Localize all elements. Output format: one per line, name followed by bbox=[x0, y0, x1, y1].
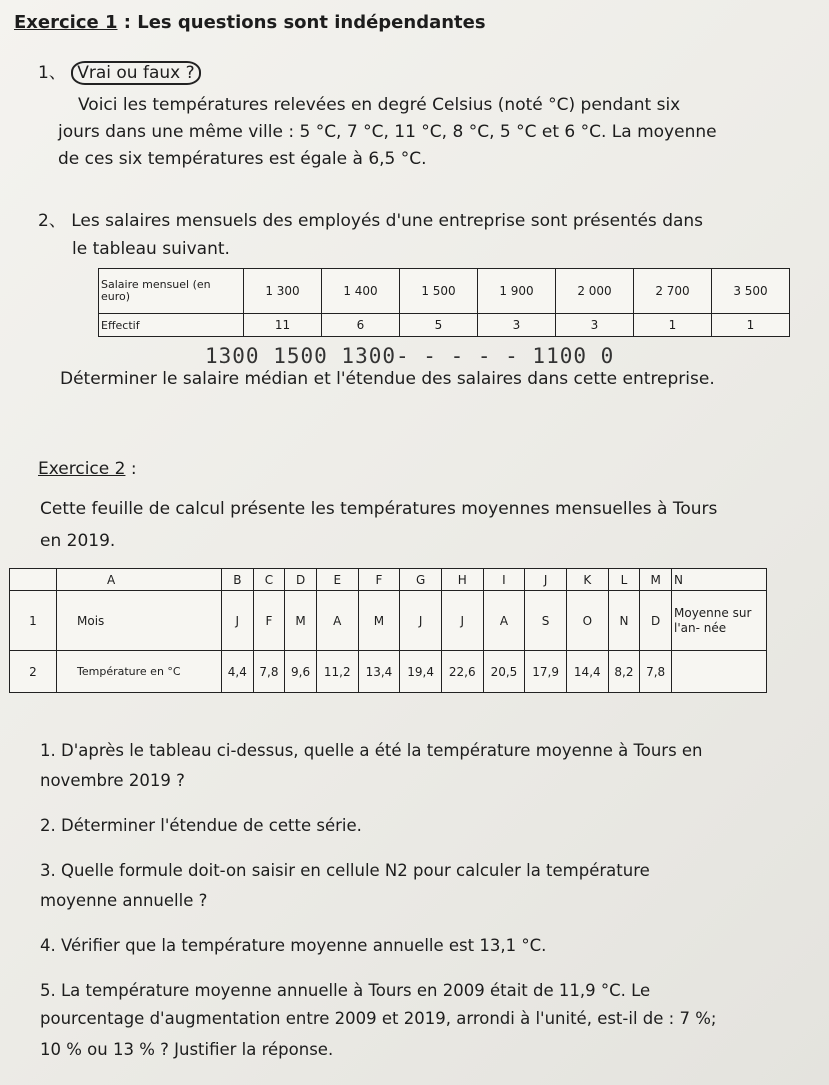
ex2-question-line: 2. Déterminer l'étendue de cette série. bbox=[40, 816, 362, 835]
exercise-2-title: Exercice 2 bbox=[38, 459, 126, 479]
month-cell: N bbox=[608, 591, 640, 651]
temperature-cell: 7,8 bbox=[253, 651, 285, 693]
question-1-label: Vrai ou faux ? bbox=[71, 61, 200, 85]
column-header: F bbox=[358, 569, 400, 591]
column-header: L bbox=[608, 569, 640, 591]
ex2-question-line: pourcentage d'augmentation entre 2009 et 2019, arrondi à l'unité, est-il de : 7 %; bbox=[40, 1009, 717, 1028]
ex2-question-line: 1. D'après le tableau ci-dessus, quelle a été la température moyenne à Tours en bbox=[40, 741, 703, 760]
column-header: A bbox=[57, 569, 222, 591]
headcount-cell: 3 bbox=[556, 314, 634, 337]
ex2-question-line: novembre 2019 ? bbox=[40, 771, 185, 790]
month-cell: J bbox=[222, 591, 254, 651]
question-2-instruction: Déterminer le salaire médian et l'étendue des salaires dans cette entreprise. bbox=[60, 369, 715, 389]
temperature-cell: 19,4 bbox=[400, 651, 442, 693]
row-label-mois: Mois bbox=[57, 591, 222, 651]
column-header: E bbox=[316, 569, 358, 591]
exercise-1-title: Exercice 1 bbox=[14, 12, 118, 33]
question-1-text-line: Voici les températures relevées en degré Celsius (noté °C) pendant six bbox=[78, 95, 681, 115]
ex2-question-line: 4. Vérifier que la température moyenne annuelle est 13,1 °C. bbox=[40, 936, 547, 955]
exercise-2-title-colon: : bbox=[125, 459, 137, 479]
month-cell: D bbox=[640, 591, 672, 651]
temperature-cell: 11,2 bbox=[316, 651, 358, 693]
salary-cell: 1 900 bbox=[478, 269, 556, 314]
temperature-cell: 9,6 bbox=[285, 651, 317, 693]
question-1-heading bbox=[38, 62, 201, 84]
temperature-cell: 22,6 bbox=[441, 651, 483, 693]
headcount-cell: 1 bbox=[634, 314, 712, 337]
salary-cell: 1 500 bbox=[400, 269, 478, 314]
salary-row bbox=[99, 269, 790, 314]
column-header: K bbox=[566, 569, 608, 591]
headcount-row-label: Effectif bbox=[99, 314, 244, 337]
spreadsheet-corner bbox=[10, 569, 57, 591]
exercise-2-intro-line: en 2019. bbox=[40, 531, 116, 551]
salary-cell: 3 500 bbox=[712, 269, 790, 314]
temperature-cell: 7,8 bbox=[640, 651, 672, 693]
row-number: 1 bbox=[10, 591, 57, 651]
temperature-cell: 14,4 bbox=[566, 651, 608, 693]
headcount-cell: 6 bbox=[322, 314, 400, 337]
handwritten-annotation: 1300 1500 1300- - - - - 1100 0 bbox=[205, 344, 615, 368]
ex2-question-line: 5. La température moyenne annuelle à Tours en 2009 était de 11,9 °C. Le bbox=[40, 981, 651, 1000]
temperature-cell: 20,5 bbox=[483, 651, 525, 693]
temperature-cell: 13,4 bbox=[358, 651, 400, 693]
question-1-text-line: jours dans une même ville : 5 °C, 7 °C, 11 °C, 8 °C, 5 °C et 6 °C. La moyenne bbox=[58, 122, 717, 142]
month-cell: O bbox=[566, 591, 608, 651]
exercise-2-intro-line: Cette feuille de calcul présente les températures moyennes mensuelles à Tours bbox=[40, 499, 718, 519]
spreadsheet-row-2 bbox=[10, 651, 767, 693]
column-header: J bbox=[525, 569, 567, 591]
column-header: D bbox=[285, 569, 317, 591]
headcount-row bbox=[99, 314, 790, 337]
question-2-text-line: le tableau suivant. bbox=[72, 239, 230, 259]
cell-n2 bbox=[672, 651, 767, 693]
row-number: 2 bbox=[10, 651, 57, 693]
headcount-cell: 3 bbox=[478, 314, 556, 337]
question-1-number: 1、 bbox=[38, 63, 66, 83]
month-cell: M bbox=[358, 591, 400, 651]
salary-cell: 1 400 bbox=[322, 269, 400, 314]
question-1-text-line: de ces six températures est égale à 6,5 °C. bbox=[58, 149, 427, 169]
temperature-cell: 17,9 bbox=[525, 651, 567, 693]
column-header: M bbox=[640, 569, 672, 591]
ex2-question-line: 3. Quelle formule doit-on saisir en cellule N2 pour calculer la température bbox=[40, 861, 650, 880]
column-header: I bbox=[483, 569, 525, 591]
exercise-1-header bbox=[14, 12, 486, 33]
spreadsheet-column-headers bbox=[10, 569, 767, 591]
month-cell: A bbox=[483, 591, 525, 651]
salary-table bbox=[98, 268, 790, 337]
temperature-cell: 4,4 bbox=[222, 651, 254, 693]
month-cell: F bbox=[253, 591, 285, 651]
question-2-text-line: 2、 Les salaires mensuels des employés d'une entreprise sont présentés dans bbox=[38, 211, 704, 231]
salary-cell: 2 000 bbox=[556, 269, 634, 314]
ex2-question-line: 10 % ou 13 % ? Justifier la réponse. bbox=[40, 1040, 334, 1059]
column-header: B bbox=[222, 569, 254, 591]
headcount-cell: 5 bbox=[400, 314, 478, 337]
headcount-cell: 11 bbox=[244, 314, 322, 337]
column-header: C bbox=[253, 569, 285, 591]
salary-cell: 1 300 bbox=[244, 269, 322, 314]
month-cell: J bbox=[400, 591, 442, 651]
exercise-1-subtitle: : Les questions sont indépendantes bbox=[117, 12, 486, 33]
column-header: G bbox=[400, 569, 442, 591]
headcount-cell: 1 bbox=[712, 314, 790, 337]
column-header: H bbox=[441, 569, 483, 591]
spreadsheet-row-1 bbox=[10, 591, 767, 651]
temperature-cell: 8,2 bbox=[608, 651, 640, 693]
month-cell: M bbox=[285, 591, 317, 651]
month-cell: S bbox=[525, 591, 567, 651]
month-cell: J bbox=[441, 591, 483, 651]
salary-cell: 2 700 bbox=[634, 269, 712, 314]
ex2-question-line: moyenne annuelle ? bbox=[40, 891, 208, 910]
spreadsheet bbox=[9, 568, 767, 693]
month-cell: A bbox=[316, 591, 358, 651]
column-header: N bbox=[672, 569, 767, 591]
exercise-2-header bbox=[38, 459, 137, 479]
salary-row-label: Salaire mensuel (en euro) bbox=[99, 269, 244, 314]
annual-average-header: Moyenne sur l'an- née bbox=[672, 591, 767, 651]
row-label-temperature: Température en °C bbox=[57, 651, 222, 693]
